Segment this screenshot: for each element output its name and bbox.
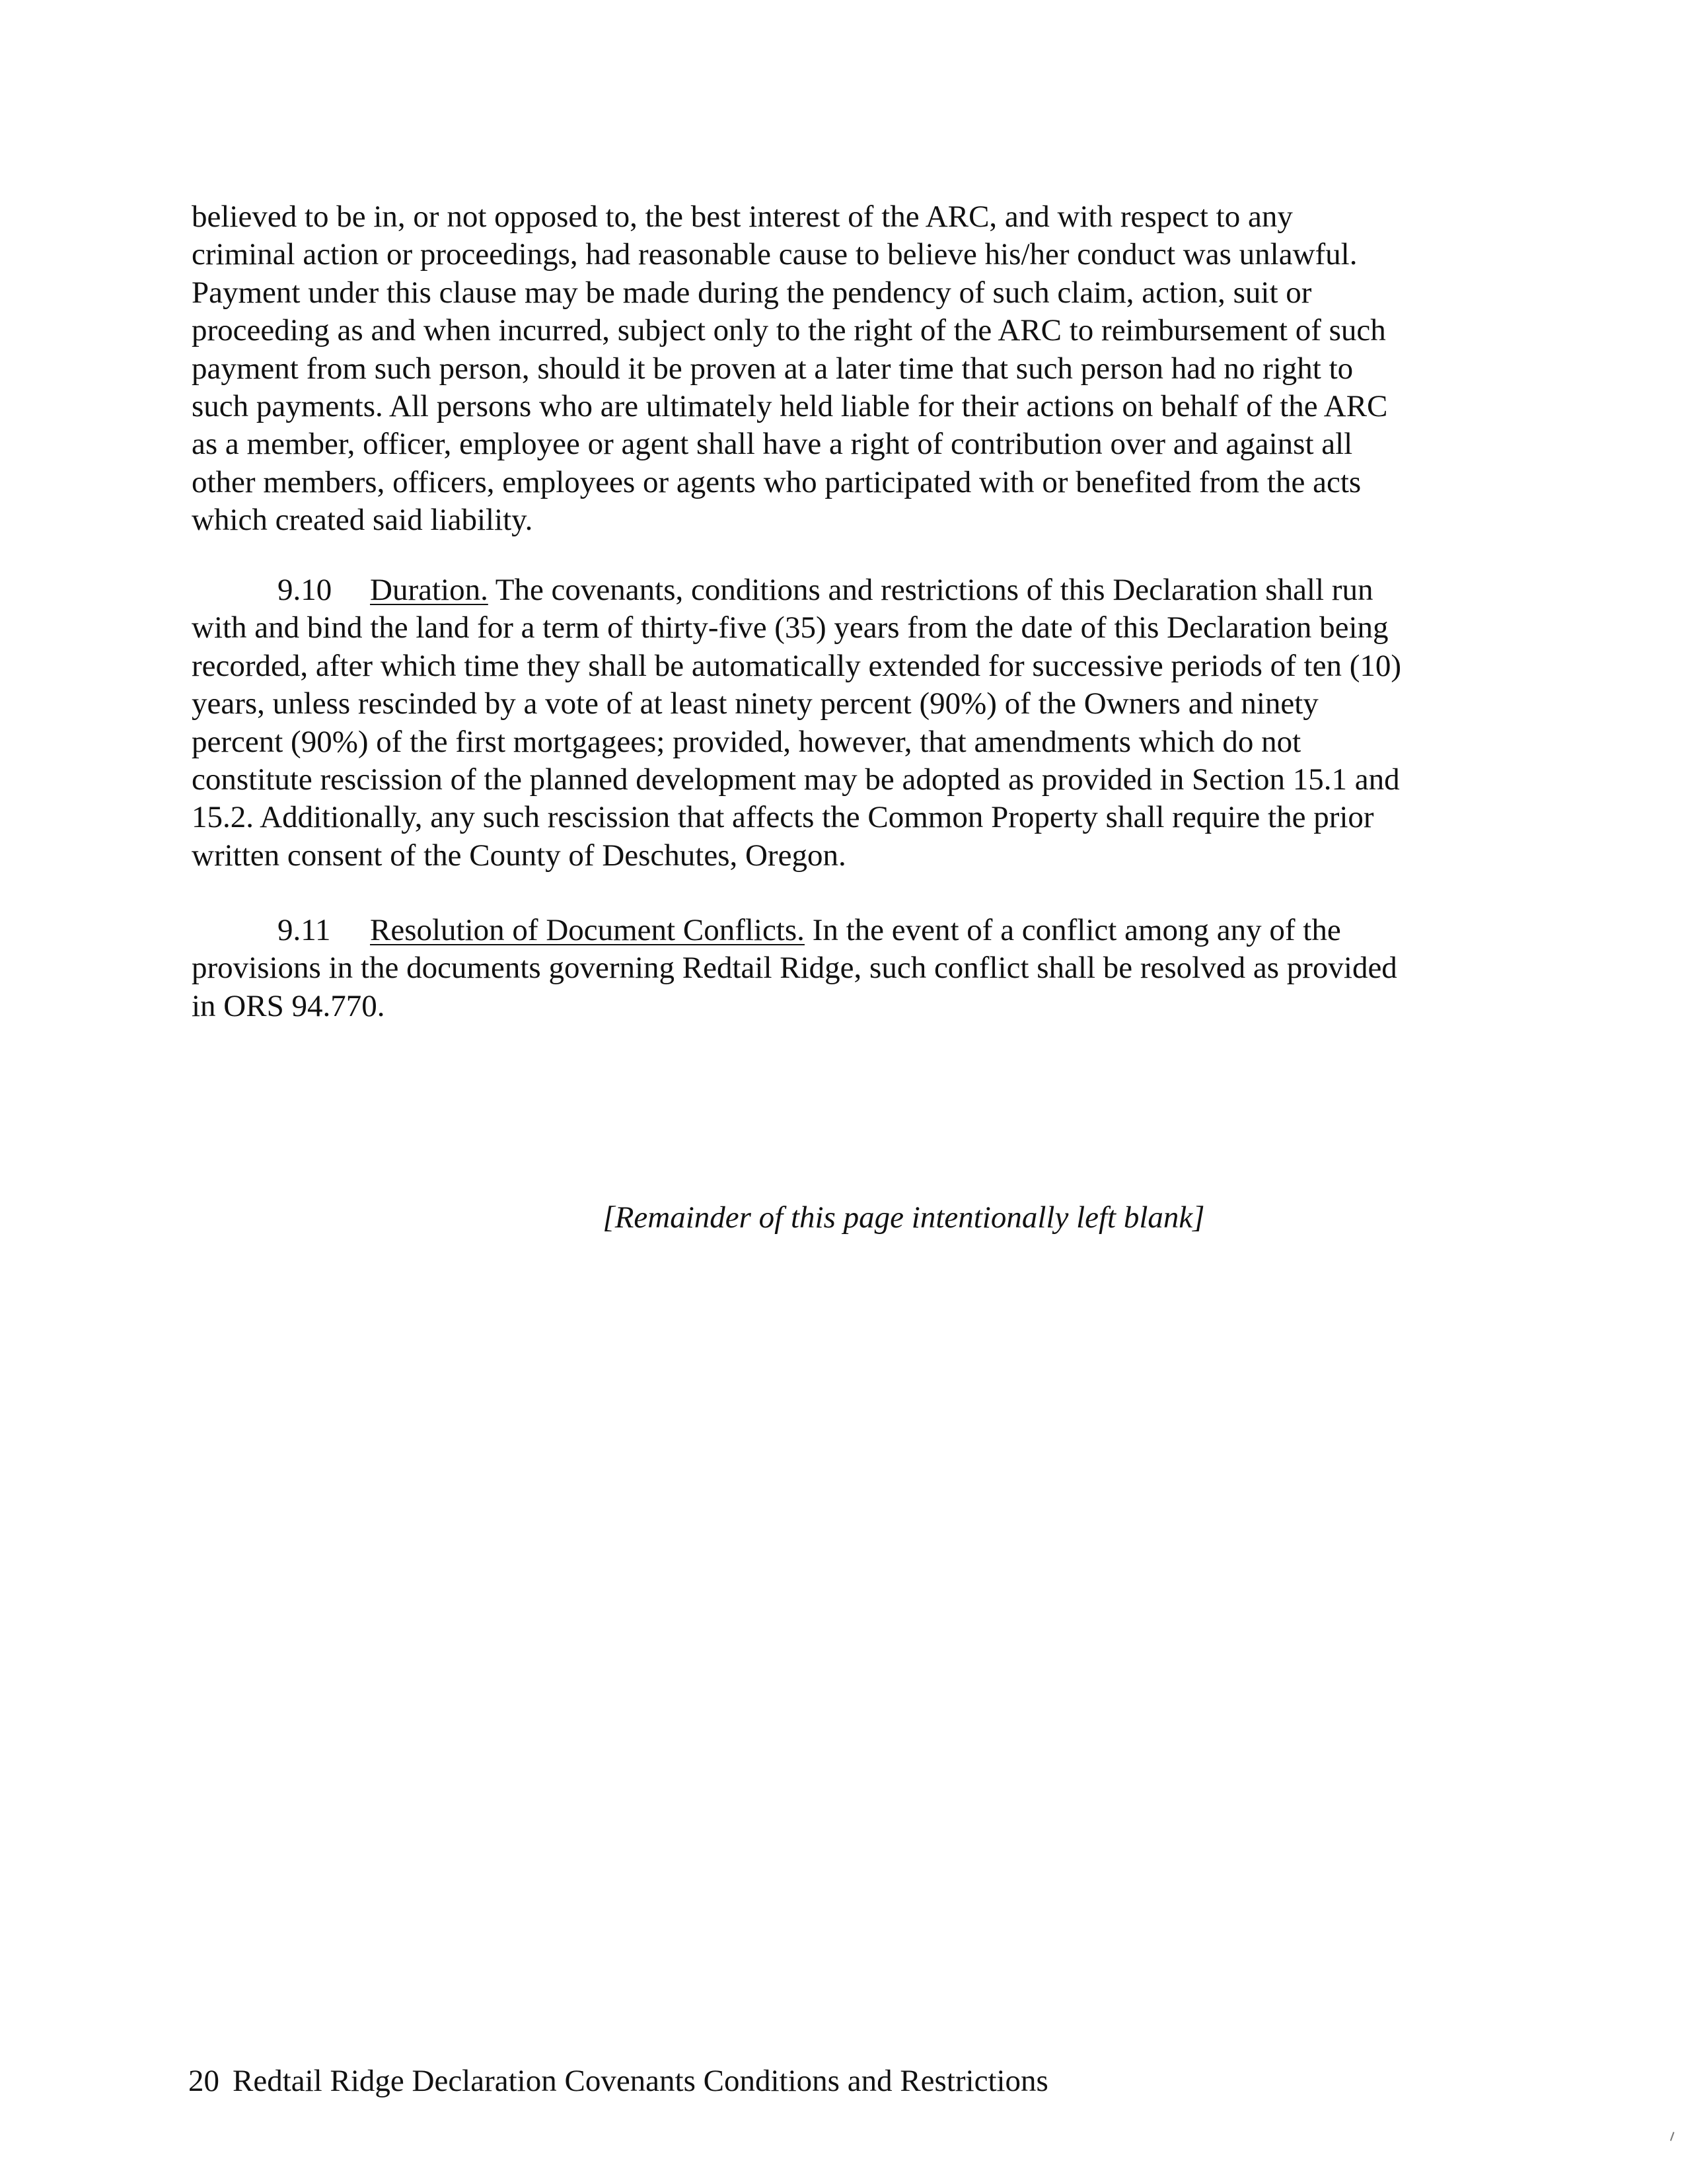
section-first-line [192, 912, 1480, 949]
text-line: other members, officers, employees or agents who participated with or benefited from the acts [192, 464, 1362, 499]
page-number: 20 [188, 2064, 219, 2098]
remainder-note-text [603, 1200, 1204, 1235]
text-line: which created said liability. [192, 503, 533, 538]
text-line: years, unless rescinded by a vote of at least ninety percent (90%) of the Owners and ninety [192, 686, 1319, 721]
text-line: in ORS 94.770. [192, 988, 385, 1023]
section-number: 9.10 [277, 573, 332, 607]
section-heading: Duration. [370, 573, 488, 607]
text-line: believed to be in, or not opposed to, the best interest of the ARC, and with respect to any [192, 200, 1293, 234]
text-line: percent (90%) of the first mortgagees; provided, however, that amendments which do not [192, 724, 1301, 759]
text-line: as a member, officer, employee or agent shall have a right of contribution over and against all [192, 427, 1353, 462]
section-9-11 [192, 912, 1480, 1025]
text-line: criminal action or proceedings, had reasonable cause to believe his/her conduct was unlawful. [192, 237, 1358, 272]
footer-title: Redtail Ridge Declaration Covenants Conditions and Restrictions [233, 2064, 1048, 2098]
text-line: Payment under this clause may be made during the pendency of such claim, action, suit or [192, 275, 1312, 310]
section-first-line-text: In the event of a conflict among any of the [804, 913, 1341, 947]
text-line: proceeding as and when incurred, subject only to the right of the ARC to reimbursement of such [192, 313, 1386, 348]
page-footer [188, 2062, 1048, 2100]
section-9-10 [192, 571, 1480, 875]
text-line: written consent of the County of Deschutes, Oregon. [192, 838, 846, 873]
section-first-line [192, 571, 1480, 609]
remainder-note-italic: [Remainder of this page intentionally left blank] [603, 1200, 1205, 1235]
text-line: with and bind the land for a term of thirty-five (35) years from the date of this Declaration being [192, 610, 1389, 645]
text-line: 15.2. Additionally, any such rescission that affects the Common Property shall require the prior [192, 800, 1374, 835]
text-line: provisions in the documents governing Redtail Ridge, such conflict shall be resolved as provided [192, 951, 1397, 986]
text-line: such payments. All persons who are ultimately held liable for their actions on behalf of the ARC [192, 389, 1388, 424]
section-first-line-text: The covenants, conditions and restrictions of this Declaration shall run [488, 573, 1373, 607]
paragraph-continuation [192, 198, 1480, 540]
text-line: payment from such person, should it be proven at a later time that such person had no right to [192, 351, 1354, 386]
text-line: recorded, after which time they shall be automatically extended for successive periods of ten (10) [192, 648, 1402, 683]
remainder-note [0, 1199, 1682, 1237]
text-line: constitute rescission of the planned development may be adopted as provided in Section 15.1 and [192, 762, 1400, 797]
section-heading: Resolution of Document Conflicts. [370, 913, 805, 947]
scan-mark [1670, 2132, 1678, 2142]
section-number: 9.11 [277, 913, 331, 947]
